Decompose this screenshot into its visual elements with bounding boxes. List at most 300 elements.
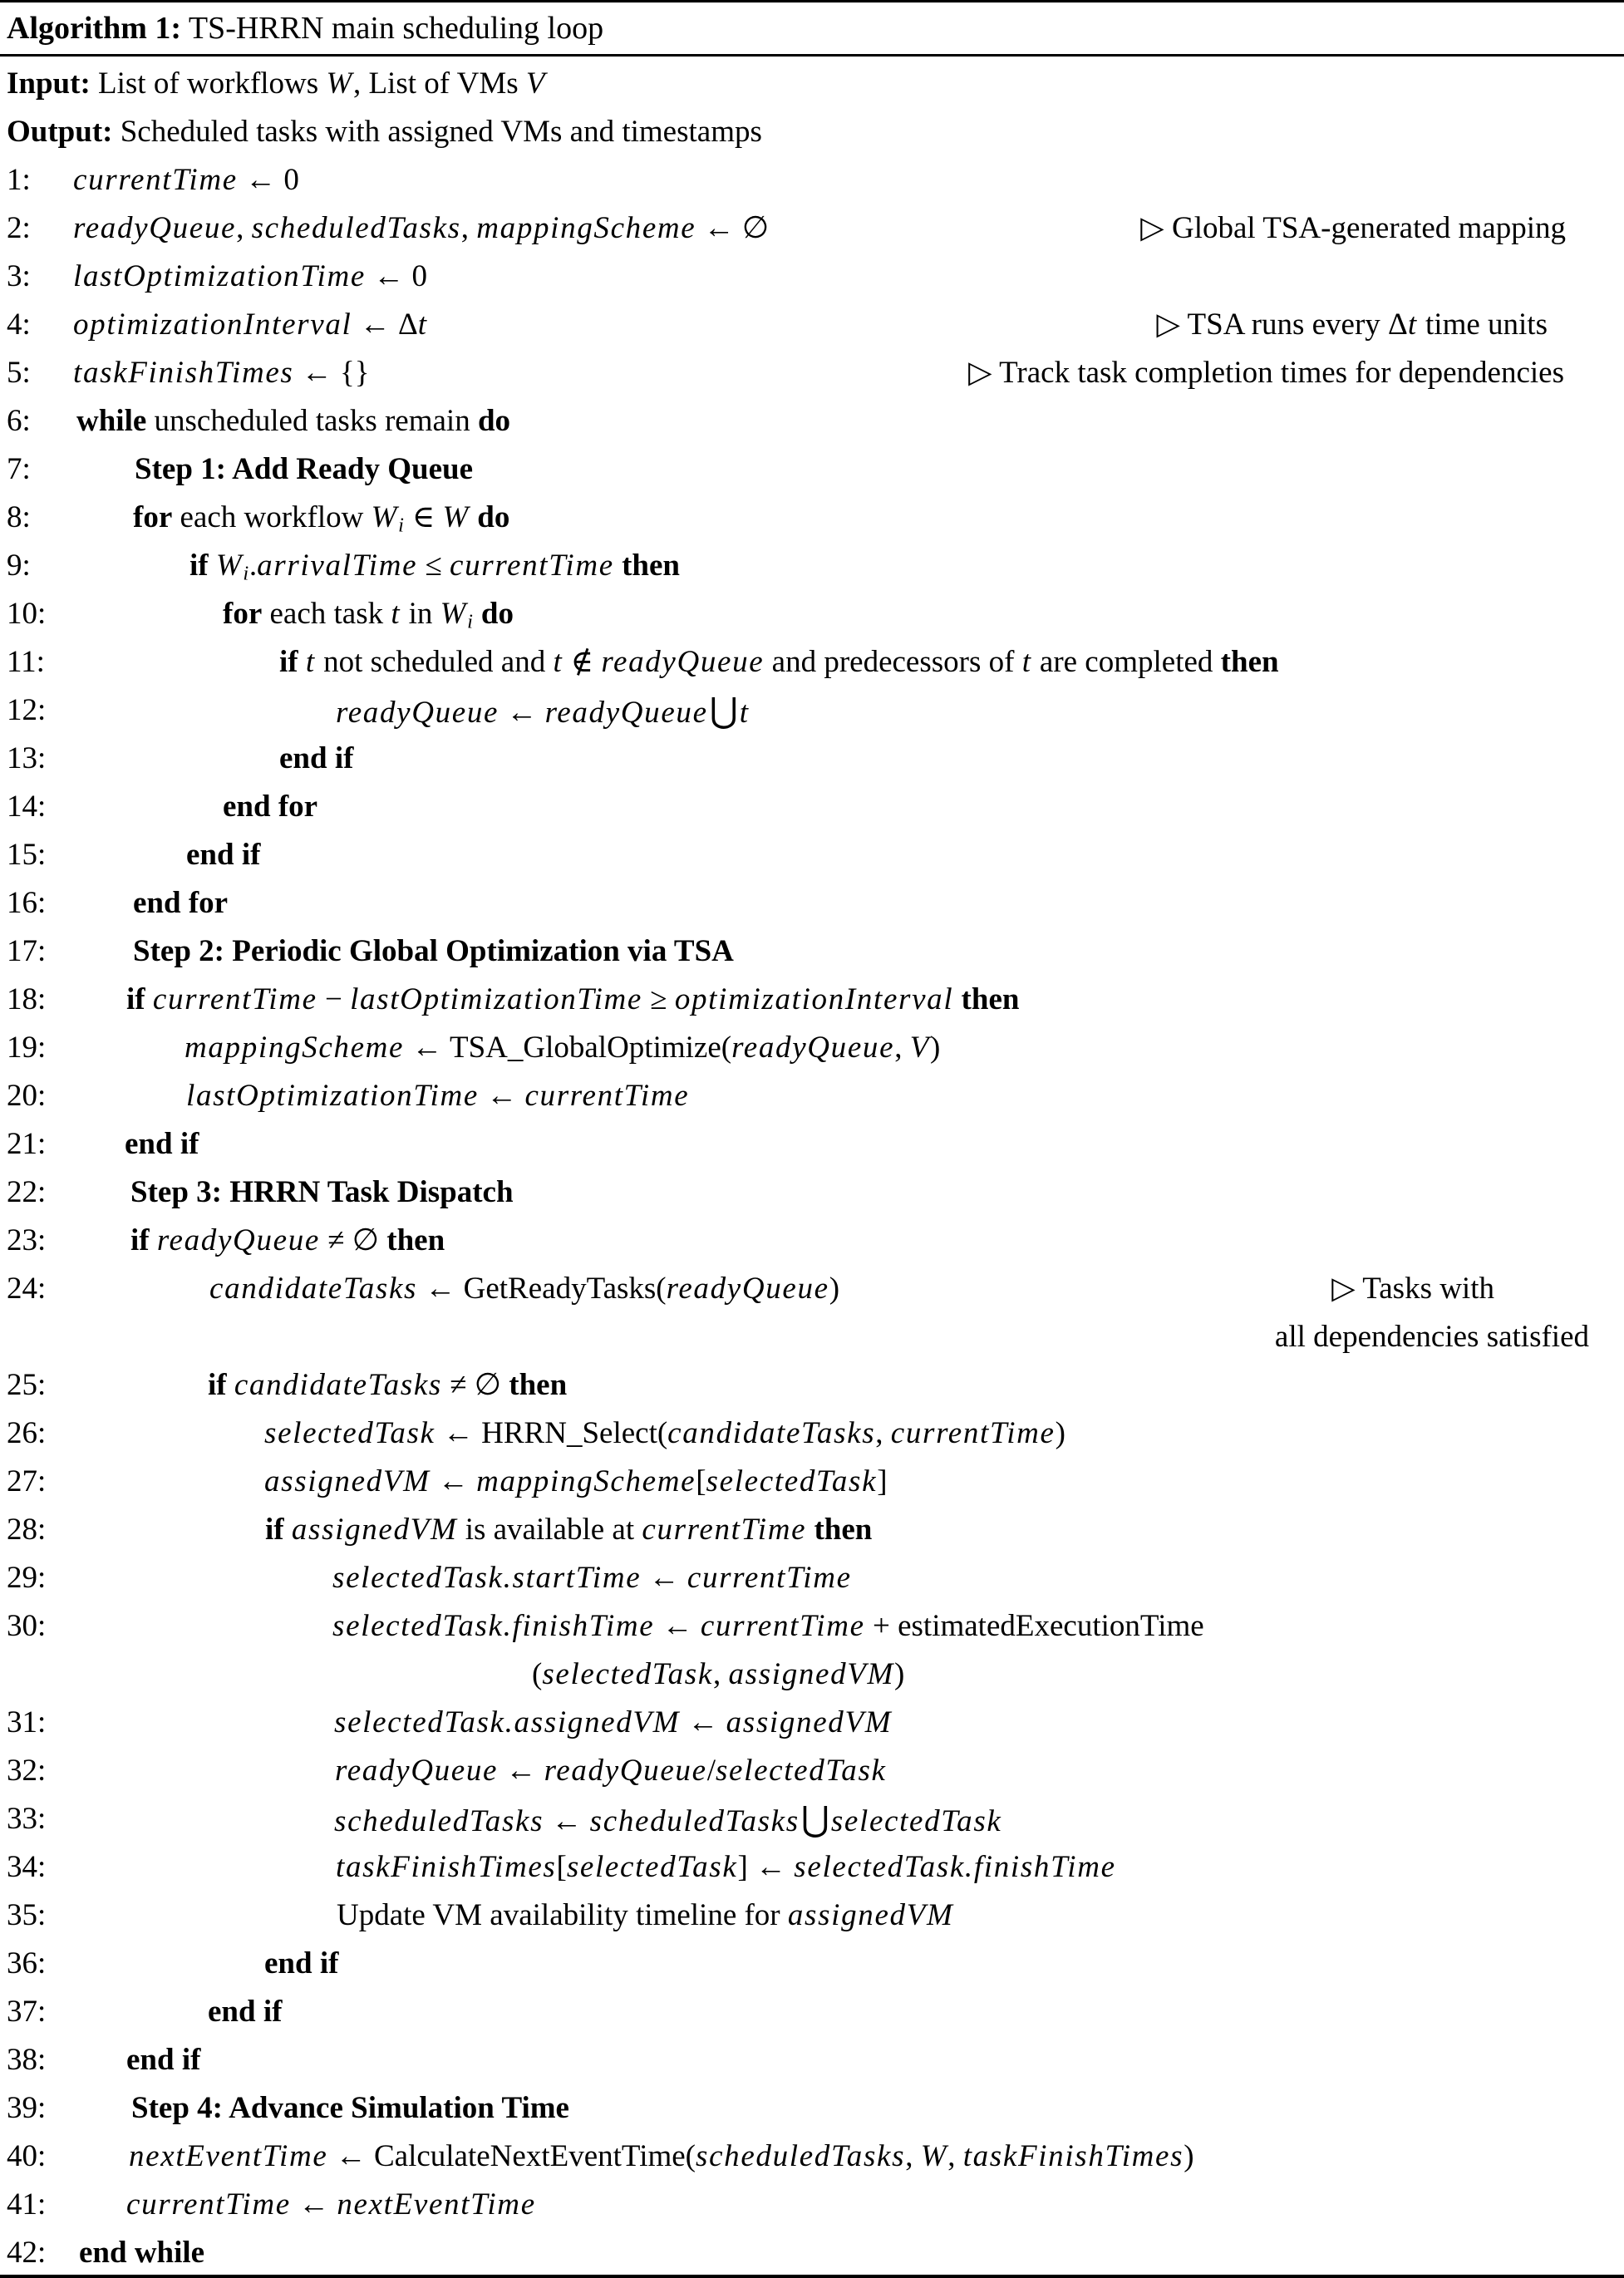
line-number: 20: bbox=[7, 1079, 47, 1113]
text-segment: all dependencies satisfied bbox=[1274, 1320, 1589, 1354]
statement bbox=[334, 1699, 1624, 1747]
keyword: end while bbox=[79, 2236, 205, 2270]
math-identifier: selectedTask.finishTime bbox=[332, 1609, 655, 1643]
text-segment: , bbox=[875, 1416, 891, 1450]
line-number: 2: bbox=[7, 211, 31, 245]
text-segment: ] bbox=[877, 1464, 888, 1498]
algorithm-line bbox=[0, 2229, 1624, 2277]
statement bbox=[79, 2229, 1624, 2277]
line-number: 16: bbox=[7, 886, 47, 920]
algorithm-line bbox=[0, 1988, 1624, 2036]
text-segment: [ bbox=[556, 1850, 567, 1884]
keyword: then bbox=[1220, 645, 1279, 679]
statement bbox=[223, 783, 1624, 831]
keyword: for bbox=[223, 597, 263, 631]
math-identifier: lastOptimizationTime bbox=[73, 259, 366, 293]
algorithm-line bbox=[0, 301, 1624, 349]
statement bbox=[208, 1988, 1624, 2036]
algorithm-line bbox=[0, 397, 1624, 445]
math-identifier: W bbox=[920, 2139, 948, 2173]
text-segment: unscheduled tasks remain bbox=[146, 404, 478, 438]
line-number: 8: bbox=[7, 500, 31, 534]
math-identifier: assignedVM bbox=[787, 1898, 954, 1932]
text-segment: is available at bbox=[457, 1513, 642, 1547]
keyword: if bbox=[130, 1223, 150, 1257]
algorithm-line bbox=[0, 1458, 1624, 1506]
algorithm-line bbox=[0, 1940, 1624, 1988]
line-number: 37: bbox=[7, 1995, 47, 2029]
text-segment: [ bbox=[696, 1464, 706, 1498]
line-number: 41: bbox=[7, 2187, 47, 2221]
text-segment: ← {} bbox=[293, 356, 370, 390]
algorithm-line bbox=[0, 1072, 1624, 1120]
text-segment: ← bbox=[654, 1609, 701, 1643]
algorithm-line bbox=[0, 976, 1624, 1024]
text-segment: i bbox=[243, 562, 249, 585]
math-identifier: currentTime bbox=[126, 2187, 291, 2221]
math-identifier: assignedVM bbox=[728, 1657, 895, 1691]
algorithm-line bbox=[0, 2036, 1624, 2084]
keyword: if bbox=[208, 1368, 227, 1402]
text-segment: ≠ ∅ bbox=[319, 1223, 387, 1257]
text-segment: , bbox=[947, 2139, 963, 2173]
line-number: 18: bbox=[7, 982, 47, 1016]
algorithm-line bbox=[0, 879, 1624, 927]
line-number: 7: bbox=[7, 452, 31, 486]
keyword: then bbox=[814, 1513, 873, 1547]
math-identifier: taskFinishTimes bbox=[73, 356, 294, 390]
math-identifier: t bbox=[1021, 645, 1032, 679]
math-identifier: taskFinishTimes bbox=[336, 1850, 557, 1884]
text-segment: each workflow bbox=[172, 500, 372, 534]
math-identifier: readyQueue bbox=[336, 696, 500, 730]
algorithm-line bbox=[0, 1265, 1624, 1313]
keyword: if bbox=[279, 645, 298, 679]
line-number: 15: bbox=[7, 838, 47, 872]
text-segment: ▷ TSA runs every Δ bbox=[1156, 308, 1408, 342]
text-segment: ← 0 bbox=[365, 259, 427, 293]
line-number: 22: bbox=[7, 1175, 47, 1209]
keyword: do bbox=[477, 500, 510, 534]
io-label: Output: bbox=[7, 115, 113, 149]
text-segment: , bbox=[460, 211, 477, 245]
statement bbox=[279, 735, 1624, 783]
statement bbox=[264, 1940, 1624, 1988]
algorithm-line bbox=[0, 1506, 1624, 1554]
keyword: end for bbox=[133, 886, 229, 920]
keyword: end if bbox=[208, 1995, 283, 2029]
algorithm-line bbox=[0, 253, 1624, 301]
text-segment: ▷ Track task completion times for dependencies bbox=[968, 356, 1564, 390]
math-identifier: scheduledTasks bbox=[696, 2139, 906, 2173]
text-segment bbox=[298, 645, 306, 679]
math-identifier: W bbox=[326, 66, 353, 101]
text-segment: ≤ bbox=[417, 549, 450, 583]
math-identifier: selectedTask.startTime bbox=[332, 1561, 642, 1595]
line-number: 35: bbox=[7, 1898, 47, 1932]
text-segment: are completed bbox=[1031, 645, 1221, 679]
text-segment: . bbox=[249, 549, 258, 583]
text-segment: i bbox=[398, 514, 405, 537]
statement bbox=[337, 1892, 1624, 1940]
algorithm-line bbox=[0, 831, 1624, 879]
math-identifier: t bbox=[417, 308, 428, 342]
text-segment: ( bbox=[532, 1657, 543, 1691]
text-segment bbox=[474, 597, 481, 631]
algorithm-line bbox=[0, 927, 1624, 976]
math-identifier: selectedTask bbox=[830, 1804, 1002, 1838]
algorithm-line bbox=[0, 494, 1624, 542]
statement bbox=[129, 2133, 1624, 2181]
statement bbox=[133, 879, 1624, 927]
line-number: 9: bbox=[7, 549, 31, 583]
math-identifier: optimizationInterval bbox=[674, 982, 954, 1016]
keyword: then bbox=[961, 982, 1020, 1016]
keyword: end for bbox=[223, 790, 318, 824]
math-identifier: readyQueue bbox=[156, 1223, 320, 1257]
text-segment: ← bbox=[544, 1804, 590, 1838]
line-number: 21: bbox=[7, 1127, 47, 1161]
math-identifier: currentTime bbox=[890, 1416, 1056, 1450]
text-segment: ) bbox=[829, 1272, 840, 1306]
line-number: 26: bbox=[7, 1416, 47, 1450]
statement bbox=[76, 397, 1624, 445]
math-identifier: scheduledTasks bbox=[251, 211, 461, 245]
statement bbox=[126, 2181, 1624, 2229]
keyword: do bbox=[480, 597, 514, 631]
text-segment: ← ∅ bbox=[696, 211, 770, 245]
text-segment: ← bbox=[478, 1079, 525, 1113]
text-segment: , bbox=[712, 1657, 729, 1691]
math-identifier: readyQueue bbox=[73, 211, 237, 245]
algorithm-line bbox=[0, 1747, 1624, 1795]
text-segment bbox=[470, 500, 477, 534]
text-segment: + estimatedExecutionTime bbox=[864, 1609, 1204, 1643]
algorithm-line bbox=[0, 156, 1624, 204]
math-identifier: readyQueue bbox=[601, 645, 765, 679]
line-number: 32: bbox=[7, 1754, 47, 1788]
line-number: 30: bbox=[7, 1609, 47, 1643]
text-segment: Update VM availability timeline for bbox=[337, 1898, 788, 1932]
text-segment: ← GetReadyTasks( bbox=[417, 1272, 667, 1306]
algorithm-line bbox=[0, 2084, 1624, 2133]
text-segment: ← HRRN_Select( bbox=[435, 1416, 668, 1450]
text-segment bbox=[614, 549, 622, 583]
text-segment: ∈ bbox=[404, 500, 443, 534]
text-segment: ≥ bbox=[642, 982, 675, 1016]
input-row bbox=[0, 60, 1624, 108]
statement bbox=[186, 831, 1624, 879]
algorithm-line-continuation bbox=[0, 1313, 1624, 1361]
text-segment: and predecessors of bbox=[764, 645, 1022, 679]
text-segment: ) bbox=[1184, 2139, 1194, 2173]
line-number: 19: bbox=[7, 1031, 47, 1065]
math-identifier: assignedVM bbox=[264, 1464, 431, 1498]
text-segment: ▷ Tasks with bbox=[1331, 1272, 1494, 1306]
algorithm-line bbox=[0, 638, 1624, 686]
text-segment: ← bbox=[290, 2187, 337, 2221]
text-segment: ← 0 bbox=[237, 163, 299, 197]
keyword: if bbox=[126, 982, 145, 1016]
math-identifier: V bbox=[909, 1031, 930, 1065]
text-segment: ← bbox=[499, 696, 545, 730]
text-segment: ⋃ bbox=[709, 691, 738, 730]
math-identifier: candidateTasks bbox=[667, 1416, 876, 1450]
statement bbox=[130, 1169, 1624, 1217]
io-statement bbox=[7, 60, 1624, 108]
output-row bbox=[0, 108, 1624, 156]
math-identifier: V bbox=[525, 66, 547, 101]
algorithm-line bbox=[0, 1024, 1624, 1072]
statement bbox=[264, 1410, 1624, 1458]
statement bbox=[135, 445, 1624, 494]
text-segment: each task bbox=[262, 597, 391, 631]
algorithm-line bbox=[0, 735, 1624, 783]
math-identifier: selectedTask bbox=[706, 1464, 878, 1498]
text-segment: , List of VMs bbox=[352, 66, 526, 101]
text-segment: ) bbox=[929, 1031, 941, 1065]
text-segment: ∉ bbox=[563, 645, 602, 679]
algorithm-title bbox=[0, 2, 1624, 57]
line-number: 36: bbox=[7, 1946, 47, 1980]
text-segment bbox=[145, 982, 153, 1016]
line-number: 27: bbox=[7, 1464, 47, 1498]
statement bbox=[336, 686, 1624, 737]
math-identifier: W bbox=[215, 549, 244, 583]
math-identifier: selectedTask bbox=[264, 1416, 436, 1450]
line-number: 39: bbox=[7, 2091, 47, 2125]
line-number: 6: bbox=[7, 404, 31, 438]
algorithm-line bbox=[0, 1169, 1624, 1217]
math-identifier: mappingScheme bbox=[476, 211, 696, 245]
comment bbox=[1331, 1265, 1494, 1313]
text-segment: − bbox=[317, 982, 351, 1016]
keyword: then bbox=[622, 549, 680, 583]
keyword: end if bbox=[125, 1127, 199, 1161]
math-identifier: readyQueue bbox=[335, 1754, 499, 1788]
line-number: 1: bbox=[7, 163, 31, 197]
text-segment: , bbox=[905, 2139, 921, 2173]
statement bbox=[265, 1506, 1624, 1554]
statement bbox=[279, 638, 1624, 686]
math-identifier: selectedTask.finishTime bbox=[794, 1850, 1116, 1884]
math-identifier: nextEventTime bbox=[337, 2187, 536, 2221]
algorithm-line bbox=[0, 1120, 1624, 1169]
line-number: 24: bbox=[7, 1272, 47, 1306]
text-segment bbox=[209, 549, 216, 583]
statement bbox=[133, 927, 1624, 976]
math-identifier: currentTime bbox=[524, 1079, 690, 1113]
text-segment: i bbox=[467, 610, 474, 633]
math-identifier: candidateTasks bbox=[234, 1368, 442, 1402]
line-number: 13: bbox=[7, 741, 47, 775]
math-identifier: t bbox=[305, 645, 316, 679]
keyword: end if bbox=[126, 2043, 201, 2077]
math-identifier: readyQueue bbox=[544, 1754, 707, 1788]
math-identifier: readyQueue bbox=[666, 1272, 829, 1306]
math-identifier: scheduledTasks bbox=[589, 1804, 800, 1838]
statement bbox=[336, 1843, 1624, 1892]
math-identifier: currentTime bbox=[73, 163, 238, 197]
math-identifier: currentTime bbox=[450, 549, 614, 583]
text-segment bbox=[227, 1368, 234, 1402]
text-segment: ← bbox=[641, 1561, 687, 1595]
text-segment: , bbox=[894, 1031, 910, 1065]
statement bbox=[208, 1361, 1624, 1410]
text-segment: ▷ Global TSA-generated mapping bbox=[1140, 211, 1566, 245]
text-segment: ) bbox=[894, 1657, 905, 1691]
algorithm-line bbox=[0, 2133, 1624, 2181]
statement bbox=[73, 253, 1624, 301]
text-segment: ≠ ∅ bbox=[441, 1368, 509, 1402]
keyword: for bbox=[133, 500, 173, 534]
algorithm-line bbox=[0, 1892, 1624, 1940]
algorithm-label: Algorithm 1: bbox=[7, 11, 182, 46]
statement bbox=[130, 1217, 1624, 1265]
algorithm-line bbox=[0, 590, 1624, 638]
math-identifier: selectedTask.assignedVM bbox=[334, 1705, 681, 1739]
keyword: Step 2: Periodic Global Optimization via TSA bbox=[133, 934, 734, 968]
text-segment: List of workflows bbox=[90, 66, 327, 101]
keyword: do bbox=[477, 404, 511, 438]
math-identifier: currentTime bbox=[687, 1561, 852, 1595]
line-number: 25: bbox=[7, 1368, 47, 1402]
math-identifier: lastOptimizationTime bbox=[350, 982, 643, 1016]
algorithm-line bbox=[0, 1699, 1624, 1747]
statement bbox=[335, 1747, 1624, 1795]
math-identifier: lastOptimizationTime bbox=[186, 1079, 479, 1113]
statement bbox=[334, 1795, 1624, 1846]
text-segment bbox=[284, 1513, 292, 1547]
line-number: 3: bbox=[7, 259, 31, 293]
statement bbox=[73, 156, 1624, 204]
line-number: 4: bbox=[7, 308, 31, 342]
math-identifier: selectedTask bbox=[542, 1657, 713, 1691]
comment-continuation bbox=[1275, 1313, 1589, 1361]
line-number: 12: bbox=[7, 693, 47, 727]
io-statement bbox=[7, 108, 1624, 156]
keyword: Step 3: HRRN Task Dispatch bbox=[130, 1175, 514, 1209]
text-segment bbox=[953, 982, 961, 1016]
math-identifier: currentTime bbox=[642, 1513, 807, 1547]
line-number: 11: bbox=[7, 645, 45, 679]
line-number: 23: bbox=[7, 1223, 47, 1257]
algorithm-line bbox=[0, 1554, 1624, 1602]
math-identifier: readyQueue bbox=[731, 1031, 895, 1065]
text-segment: not scheduled and bbox=[315, 645, 554, 679]
algorithm-line bbox=[0, 2181, 1624, 2229]
math-identifier: W bbox=[371, 500, 399, 534]
text-segment: ] ← bbox=[737, 1850, 795, 1884]
math-identifier: t bbox=[739, 696, 750, 730]
algorithm-line bbox=[0, 204, 1624, 253]
line-number: 33: bbox=[7, 1802, 47, 1836]
statement bbox=[126, 2036, 1624, 2084]
algorithm-line bbox=[0, 1795, 1624, 1843]
math-identifier: t bbox=[1407, 308, 1418, 342]
comment bbox=[1140, 204, 1566, 253]
text-segment: Scheduled tasks with assigned VMs and timestamps bbox=[112, 115, 762, 149]
math-identifier: nextEventTime bbox=[129, 2139, 328, 2173]
text-segment: time units bbox=[1417, 308, 1548, 342]
algorithm-line bbox=[0, 783, 1624, 831]
math-identifier: taskFinishTimes bbox=[962, 2139, 1184, 2173]
statement bbox=[332, 1554, 1624, 1602]
line-number: 40: bbox=[7, 2139, 47, 2173]
text-segment: ← Δ bbox=[352, 308, 418, 342]
math-identifier: W bbox=[440, 597, 468, 631]
math-identifier: mappingScheme bbox=[185, 1031, 405, 1065]
algorithm-line bbox=[0, 1843, 1624, 1892]
statement bbox=[532, 1651, 1624, 1699]
statement bbox=[125, 1120, 1624, 1169]
math-identifier: scheduledTasks bbox=[334, 1804, 544, 1838]
keyword: Step 4: Advance Simulation Time bbox=[131, 2091, 569, 2125]
algorithm-name: TS-HRRN main scheduling loop bbox=[181, 11, 604, 46]
algorithm-line bbox=[0, 445, 1624, 494]
text-segment: ← bbox=[498, 1754, 544, 1788]
line-number: 10: bbox=[7, 597, 47, 631]
math-identifier: currentTime bbox=[700, 1609, 865, 1643]
text-segment: , bbox=[236, 211, 252, 245]
math-identifier: t bbox=[391, 597, 401, 631]
algorithm-line bbox=[0, 542, 1624, 590]
math-identifier: arrivalTime bbox=[257, 549, 418, 583]
io-label: Input: bbox=[7, 66, 91, 101]
algorithm-line bbox=[0, 1602, 1624, 1651]
keyword: if bbox=[265, 1513, 284, 1547]
line-number: 34: bbox=[7, 1850, 47, 1884]
math-identifier: selectedTask bbox=[715, 1754, 887, 1788]
line-number: 28: bbox=[7, 1513, 47, 1547]
algorithm-line bbox=[0, 349, 1624, 397]
algorithm-line bbox=[0, 1361, 1624, 1410]
math-identifier: mappingScheme bbox=[476, 1464, 696, 1498]
comment bbox=[1156, 301, 1548, 349]
text-segment: in bbox=[401, 597, 440, 631]
statement bbox=[126, 976, 1624, 1024]
statement bbox=[131, 2084, 1624, 2133]
comment bbox=[968, 349, 1564, 397]
line-number: 14: bbox=[7, 790, 47, 824]
keyword: if bbox=[189, 549, 209, 583]
keyword: end if bbox=[186, 838, 261, 872]
algorithm-line bbox=[0, 1410, 1624, 1458]
keyword: end if bbox=[279, 741, 354, 775]
keyword: Step 1: Add Ready Queue bbox=[135, 452, 474, 486]
line-number: 31: bbox=[7, 1705, 47, 1739]
keyword: then bbox=[386, 1223, 445, 1257]
line-number: 29: bbox=[7, 1561, 47, 1595]
math-identifier: optimizationInterval bbox=[73, 308, 352, 342]
text-segment: ) bbox=[1055, 1416, 1065, 1450]
math-identifier: assignedVM bbox=[726, 1705, 893, 1739]
line-number: 38: bbox=[7, 2043, 47, 2077]
text-segment: ← CalculateNextEventTime( bbox=[327, 2139, 696, 2173]
algorithm-line-continuation bbox=[0, 1651, 1624, 1699]
statement bbox=[332, 1602, 1624, 1651]
math-identifier: currentTime bbox=[152, 982, 317, 1016]
line-number: 5: bbox=[7, 356, 31, 390]
keyword: then bbox=[509, 1368, 568, 1402]
text-segment: ← TSA_GlobalOptimize( bbox=[404, 1031, 732, 1065]
math-identifier: t bbox=[553, 645, 563, 679]
text-segment: ← bbox=[430, 1464, 477, 1498]
line-number: 17: bbox=[7, 934, 47, 968]
math-identifier: W bbox=[442, 500, 470, 534]
text-segment: ⋃ bbox=[800, 1800, 829, 1838]
text-segment bbox=[150, 1223, 157, 1257]
